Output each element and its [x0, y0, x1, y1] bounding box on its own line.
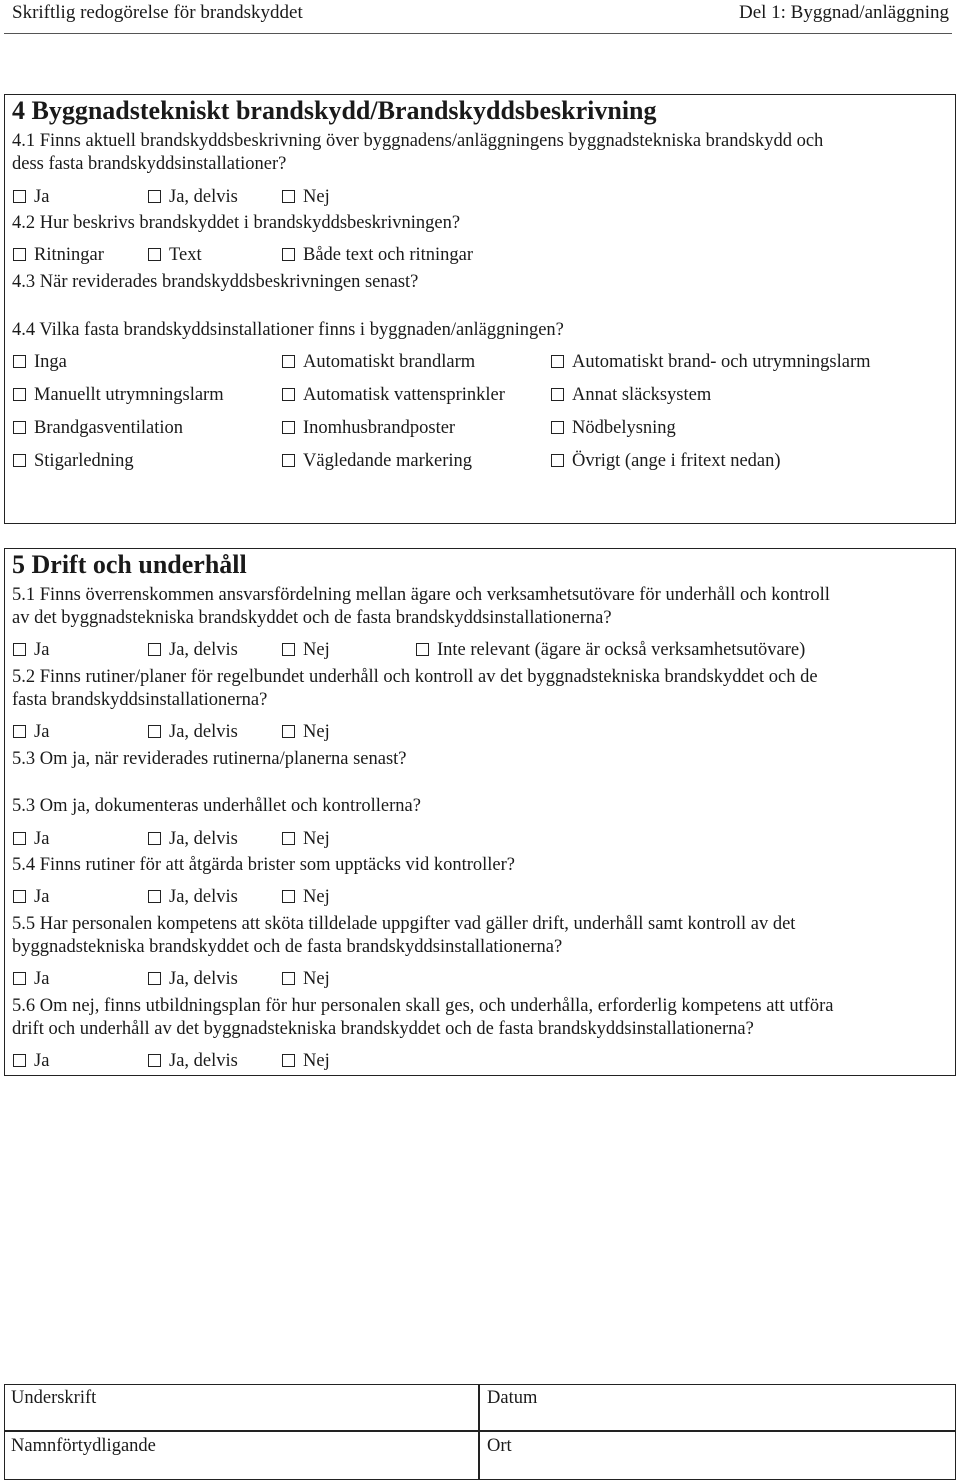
checkbox-icon[interactable]	[282, 248, 295, 261]
date-label: Datum	[487, 1388, 538, 1408]
checkbox-icon[interactable]	[13, 832, 26, 845]
checkbox-icon[interactable]	[148, 1054, 161, 1067]
checkbox-icon[interactable]	[13, 454, 26, 467]
checkbox-icon[interactable]	[282, 643, 295, 656]
q56-option-ja[interactable]: Ja	[13, 1051, 49, 1072]
place-cell[interactable]	[478, 1430, 956, 1480]
q51-option-nej[interactable]: Nej	[282, 640, 330, 661]
q56-option-ja-delvis[interactable]: Ja, delvis	[148, 1051, 238, 1072]
checkbox-icon[interactable]	[282, 355, 295, 368]
checkbox-icon[interactable]	[282, 890, 295, 903]
q53b-option-ja-delvis[interactable]: Ja, delvis	[148, 829, 238, 850]
q51-option-ja-delvis[interactable]: Ja, delvis	[148, 640, 238, 661]
q53b-option-ja[interactable]: Ja	[13, 829, 49, 850]
q52-option-nej[interactable]: Nej	[282, 722, 330, 743]
question-4-3: 4.3 När reviderades brandskyddsbeskrivningen senast?	[12, 272, 419, 292]
checkbox-icon[interactable]	[148, 972, 161, 985]
question-5-4: 5.4 Finns rutiner för att åtgärda brister som upptäcks vid kontroller?	[12, 855, 515, 875]
name-clarification-label: Namnförtydligande	[11, 1436, 156, 1456]
header-left: Skriftlig redogörelse för brandskyddet	[12, 2, 303, 23]
q44-option-vattensprinkler[interactable]: Automatisk vattensprinkler	[282, 385, 505, 406]
q52-option-ja[interactable]: Ja	[13, 722, 49, 743]
question-5-2-line-2: fasta brandskyddsinstallationerna?	[12, 690, 268, 710]
checkbox-icon[interactable]	[13, 1054, 26, 1067]
q42-option-ritningar[interactable]: Ritningar	[13, 245, 104, 266]
q56-option-nej[interactable]: Nej	[282, 1051, 330, 1072]
q44-option-brandgasventilation[interactable]: Brandgasventilation	[13, 418, 183, 439]
checkbox-icon[interactable]	[551, 421, 564, 434]
q44-option-inga[interactable]: Inga	[13, 352, 67, 373]
q55-option-ja[interactable]: Ja	[13, 969, 49, 990]
q42-option-bade[interactable]: Både text och ritningar	[282, 245, 473, 266]
checkbox-icon[interactable]	[551, 355, 564, 368]
question-5-3b: 5.3 Om ja, dokumenteras underhållet och kontrollerna?	[12, 796, 421, 816]
q55-option-nej[interactable]: Nej	[282, 969, 330, 990]
checkbox-icon[interactable]	[282, 1054, 295, 1067]
checkbox-icon[interactable]	[282, 832, 295, 845]
name-clarification-cell[interactable]	[4, 1430, 480, 1480]
date-cell[interactable]	[478, 1384, 956, 1432]
q44-option-manuellt-utrymningslarm[interactable]: Manuellt utrymningslarm	[13, 385, 224, 406]
checkbox-icon[interactable]	[148, 643, 161, 656]
q41-option-ja-delvis[interactable]: Ja, delvis	[148, 187, 238, 208]
question-5-1-line-2: av det byggnadstekniska brandskyddet och de fasta brandskyddsinstallationerna?	[12, 608, 612, 628]
q52-option-ja-delvis[interactable]: Ja, delvis	[148, 722, 238, 743]
checkbox-icon[interactable]	[148, 890, 161, 903]
checkbox-icon[interactable]	[13, 388, 26, 401]
checkbox-icon[interactable]	[13, 643, 26, 656]
question-5-5-line-2: byggnadstekniska brandskyddet och de fasta brandskyddsinstallationerna?	[12, 937, 563, 957]
header-divider	[4, 33, 952, 34]
checkbox-icon[interactable]	[282, 190, 295, 203]
checkbox-icon[interactable]	[282, 421, 295, 434]
q53b-option-nej[interactable]: Nej	[282, 829, 330, 850]
q51-option-inte-relevant[interactable]: Inte relevant (ägare är också verksamhetsutövare)	[416, 640, 805, 661]
checkbox-icon[interactable]	[551, 388, 564, 401]
q54-option-nej[interactable]: Nej	[282, 887, 330, 908]
checkbox-icon[interactable]	[148, 832, 161, 845]
checkbox-icon[interactable]	[148, 725, 161, 738]
signature-cell[interactable]	[4, 1384, 480, 1432]
q44-option-nodbelysning[interactable]: Nödbelysning	[551, 418, 676, 439]
checkbox-icon[interactable]	[282, 725, 295, 738]
checkbox-icon[interactable]	[282, 972, 295, 985]
q44-option-ovrigt[interactable]: Övrigt (ange i fritext nedan)	[551, 451, 781, 472]
question-5-6-line-1: 5.6 Om nej, finns utbildningsplan för hur personalen skall ges, och underhålla, erforderlig kompetens att utföra	[12, 996, 834, 1016]
q41-option-nej[interactable]: Nej	[282, 187, 330, 208]
checkbox-icon[interactable]	[282, 454, 295, 467]
question-4-2: 4.2 Hur beskrivs brandskyddet i brandskyddsbeskrivningen?	[12, 213, 461, 233]
checkbox-icon[interactable]	[13, 972, 26, 985]
checkbox-icon[interactable]	[13, 248, 26, 261]
q44-option-vagledande-markering[interactable]: Vägledande markering	[282, 451, 472, 472]
q55-option-ja-delvis[interactable]: Ja, delvis	[148, 969, 238, 990]
question-4-1-line-1: 4.1 Finns aktuell brandskyddsbeskrivning över byggnadens/anläggningens byggnadstekniska brandskydd och	[12, 131, 824, 151]
section-5-title: 5 Drift och underhåll	[12, 550, 247, 579]
checkbox-icon[interactable]	[148, 190, 161, 203]
question-5-3a: 5.3 Om ja, när reviderades rutinerna/planerna senast?	[12, 749, 407, 769]
q54-option-ja[interactable]: Ja	[13, 887, 49, 908]
question-4-4: 4.4 Vilka fasta brandskyddsinstallationer finns i byggnaden/anläggningen?	[12, 320, 564, 340]
q42-option-text[interactable]: Text	[148, 245, 202, 266]
question-4-1-line-2: dess fasta brandskyddsinstallationer?	[12, 154, 287, 174]
checkbox-icon[interactable]	[416, 643, 429, 656]
q44-option-automatiskt-brandlarm[interactable]: Automatiskt brandlarm	[282, 352, 475, 373]
q44-option-annat-slacksystem[interactable]: Annat släcksystem	[551, 385, 711, 406]
q51-option-ja[interactable]: Ja	[13, 640, 49, 661]
signature-label: Underskrift	[11, 1388, 97, 1408]
question-5-5-line-1: 5.5 Har personalen kompetens att sköta tilldelade uppgifter vad gäller drift, underhåll samt kontroll av det	[12, 914, 796, 934]
checkbox-icon[interactable]	[13, 190, 26, 203]
place-label: Ort	[487, 1436, 512, 1456]
checkbox-icon[interactable]	[13, 890, 26, 903]
question-5-6-line-2: drift och underhåll av det byggnadstekniska brandskyddet och de fasta brandskyddsinstallationerna?	[12, 1019, 754, 1039]
question-5-2-line-1: 5.2 Finns rutiner/planer för regelbundet underhåll och kontroll av det byggnadstekniska brandskyddet och de	[12, 667, 818, 687]
question-5-1-line-1: 5.1 Finns överrenskommen ansvarsfördelning mellan ägare och verksamhetsutövare för underhåll och kontroll	[12, 585, 830, 605]
q44-option-stigarledning[interactable]: Stigarledning	[13, 451, 134, 472]
checkbox-icon[interactable]	[13, 355, 26, 368]
checkbox-icon[interactable]	[148, 248, 161, 261]
checkbox-icon[interactable]	[282, 388, 295, 401]
q44-option-inomhusbrandposter[interactable]: Inomhusbrandposter	[282, 418, 455, 439]
q41-option-ja[interactable]: Ja	[13, 187, 49, 208]
checkbox-icon[interactable]	[13, 725, 26, 738]
header-right: Del 1: Byggnad/anläggning	[738, 2, 949, 23]
q44-option-brand-och-utrymningslarm[interactable]: Automatiskt brand- och utrymningslarm	[551, 352, 871, 373]
section-4-title: 4 Byggnadstekniskt brandskydd/Brandskyddsbeskrivning	[12, 96, 657, 125]
q54-option-ja-delvis[interactable]: Ja, delvis	[148, 887, 238, 908]
checkbox-icon[interactable]	[13, 421, 26, 434]
checkbox-icon[interactable]	[551, 454, 564, 467]
